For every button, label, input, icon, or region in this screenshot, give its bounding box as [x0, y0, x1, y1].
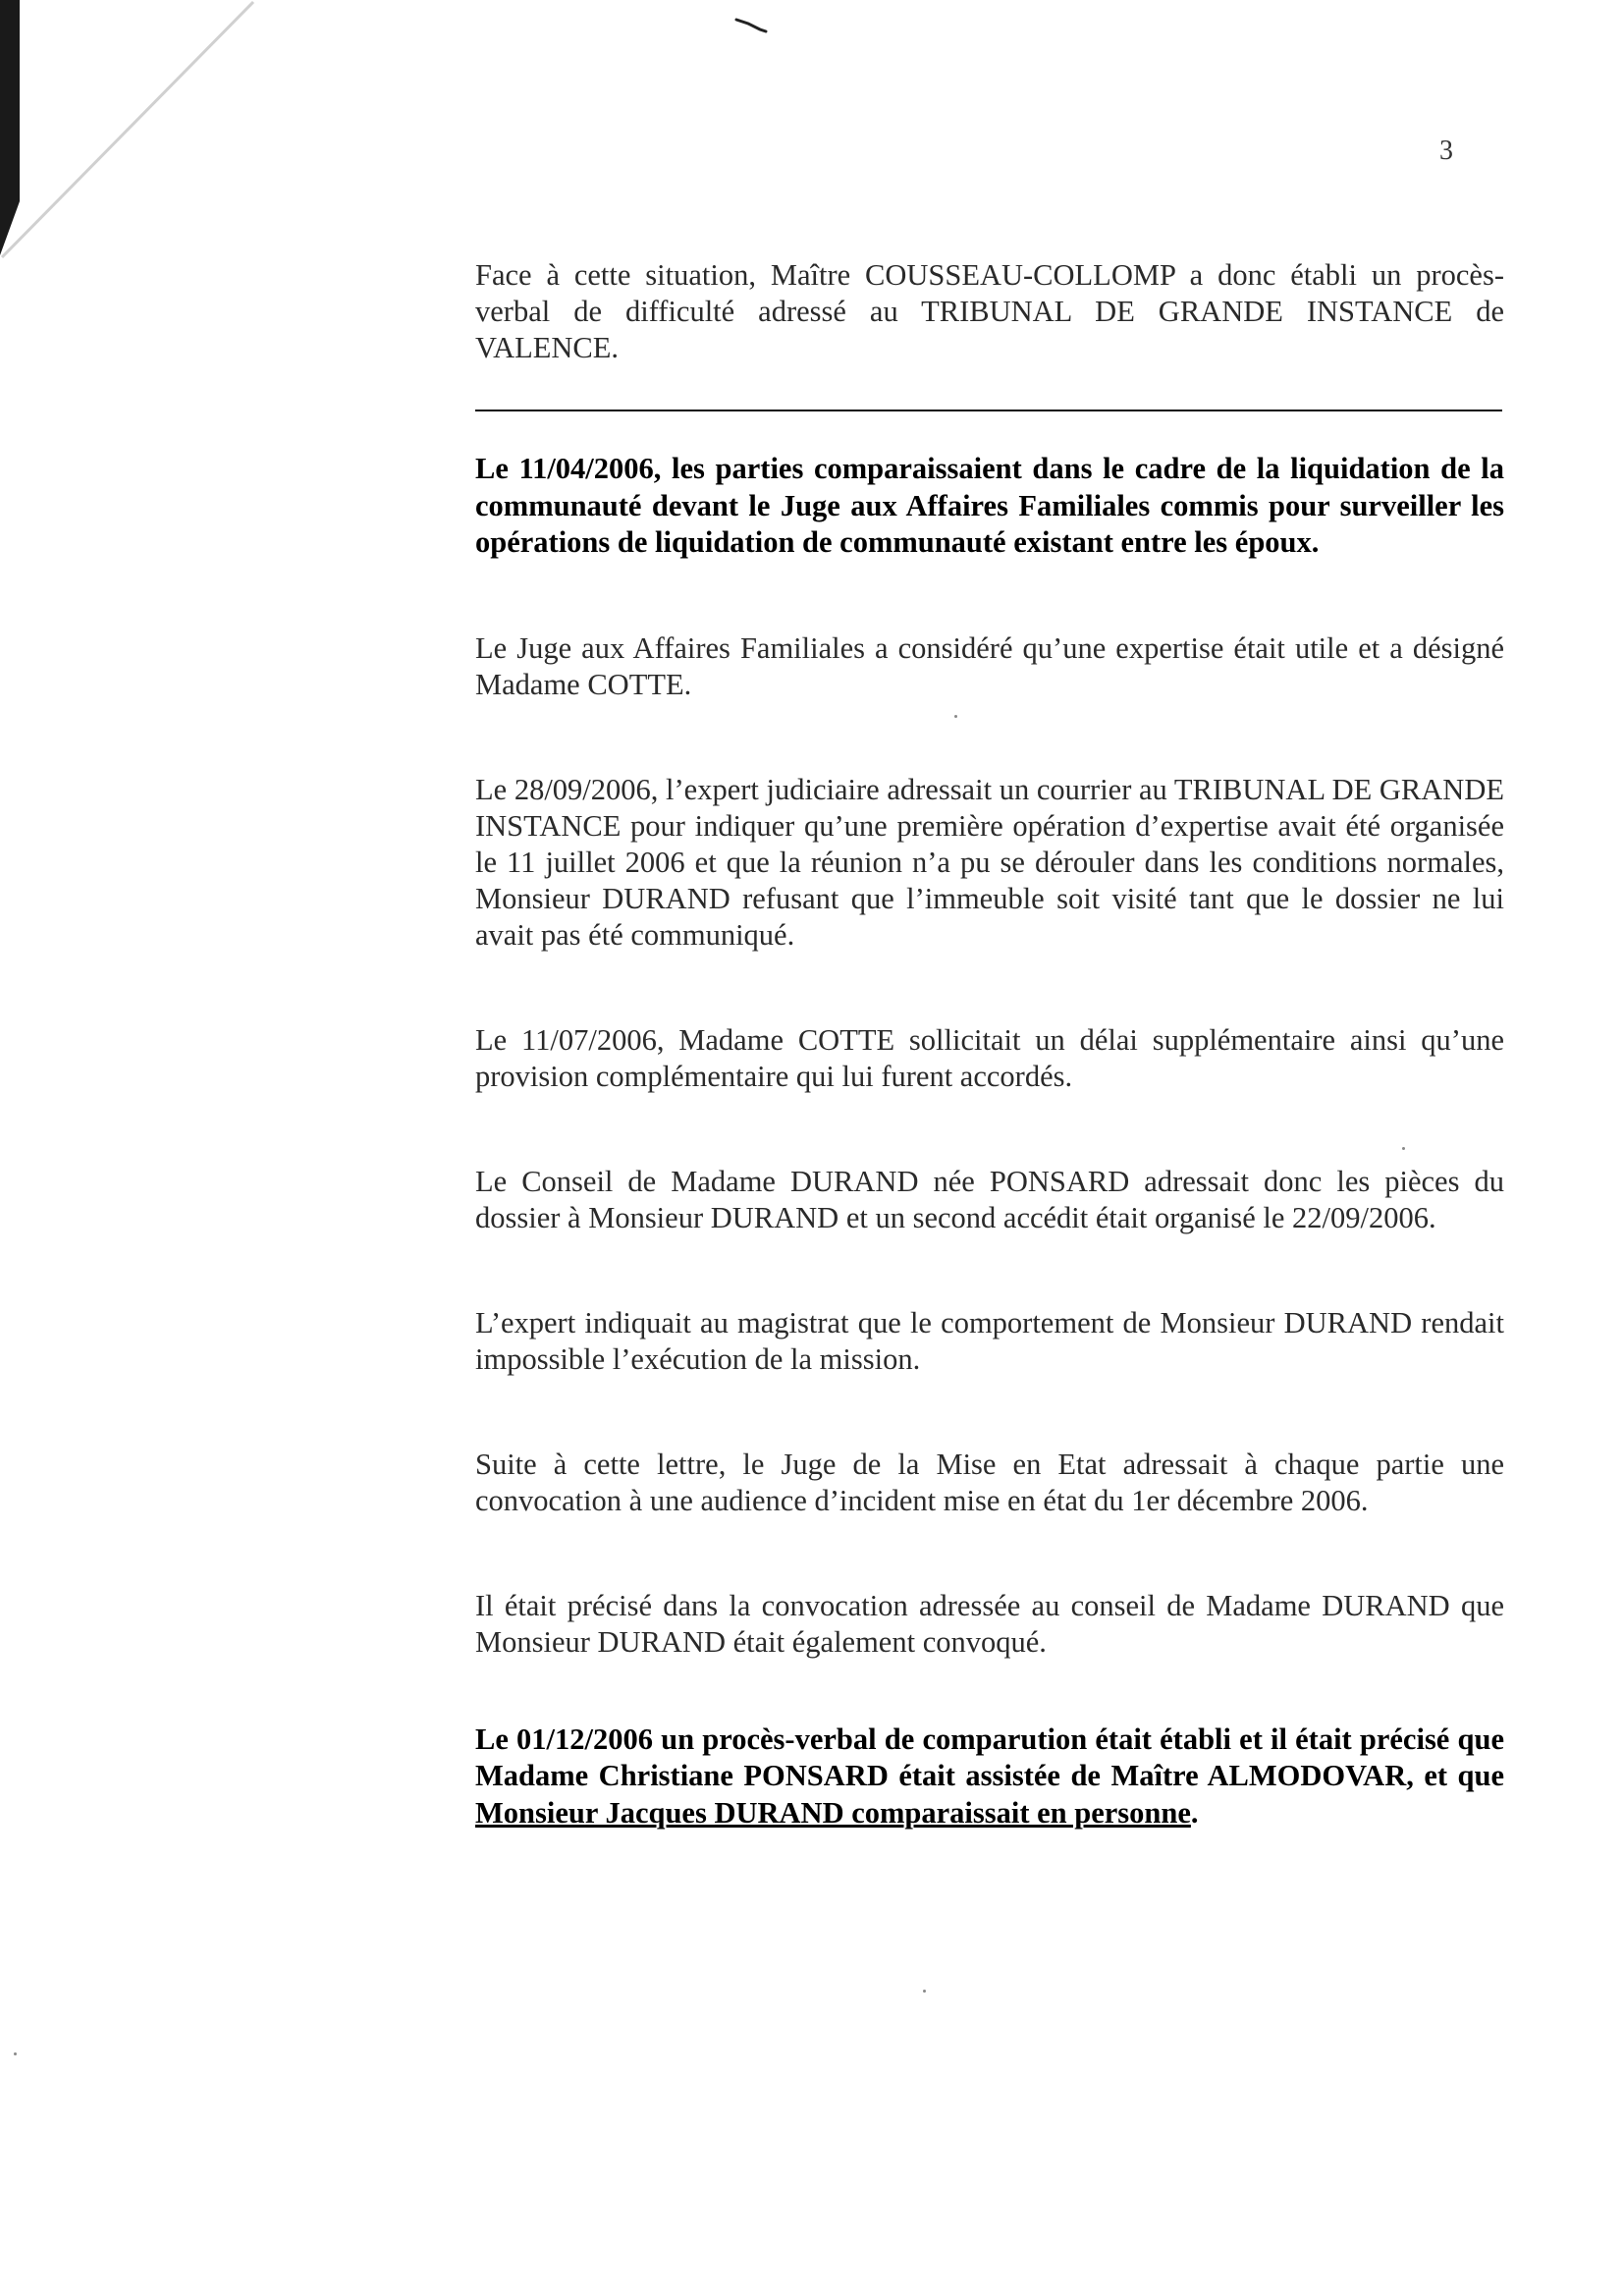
- scan-speck: [923, 1990, 926, 1993]
- paragraph-designation-expert: Le Juge aux Affaires Familiales a considéré qu’une expertise était utile et a désigné Madame COTTE.: [475, 630, 1504, 701]
- page-number: 3: [1439, 136, 1453, 166]
- paragraph-second-accedit: Le Conseil de Madame DURAND née PONSARD adressait donc les pièces du dossier à Monsieur DURAND et un second accédit était organisé le 22/09/2006.: [475, 1164, 1504, 1234]
- paragraph-courrier-expert: Le 28/09/2006, l’expert judiciaire adressait un courrier au TRIBUNAL DE GRANDE INSTANCE pour indiquer qu’une première opération d’expertise avait été organisée le 11 juillet 2006 et que la réunion n’a pu se dérouler dans les conditions normales, Monsieur DURAND refusant que l’immeuble soit visité tant que le dossier ne lui avait pas été communiqué.: [475, 772, 1504, 952]
- paragraph-proces-verbal-difficulte: Face à cette situation, Maître COUSSEAU-COLLOMP a donc établi un procès-verbal de difficulté adressé au TRIBUNAL DE GRANDE INSTANCE de VALENCE.: [475, 258, 1504, 364]
- underlined-comparution: Monsieur Jacques DURAND comparaissait en personne: [475, 1795, 1191, 1830]
- paragraph-comparution-01-12-2006: [475, 1722, 1504, 1832]
- paragraph-convocation-audience: Suite à cette lettre, le Juge de la Mise en Etat adressait à chaque partie une convocation à une audience d’incident mise en état du 1er décembre 2006.: [475, 1447, 1504, 1517]
- scan-mark: [734, 16, 774, 35]
- folded-corner-shadow: [0, 0, 255, 260]
- paragraph-delai-supplementaire: Le 11/07/2006, Madame COTTE sollicitait un délai supplémentaire ainsi qu’une provision complémentaire qui lui furent accordés.: [475, 1022, 1504, 1093]
- document-body: [475, 257, 1504, 1831]
- paragraph-precision-convocation: Il était précisé dans la convocation adressée au conseil de Madame DURAND que Monsieur DURAND était également convoqué.: [475, 1588, 1504, 1659]
- scan-speck: [14, 2052, 17, 2055]
- paragraph-audience-11-04-2006: Le 11/04/2006, les parties comparaissaient dans le cadre de la liquidation de la communauté devant le Juge aux Affaires Familiales commis pour surveiller les opérations de liquidation de communauté existant entre les époux.: [475, 452, 1504, 559]
- paragraph-comportement: L’expert indiquait au magistrat que le comportement de Monsieur DURAND rendait impossible l’exécution de la mission.: [475, 1305, 1504, 1376]
- comparution-end: .: [1190, 1795, 1199, 1830]
- comparution-text: Le 01/12/2006 un procès-verbal de comparution était établi et il était précisé que Madame Christiane PONSARD était assistée de Maître ALMODOVAR, et que: [475, 1722, 1504, 1792]
